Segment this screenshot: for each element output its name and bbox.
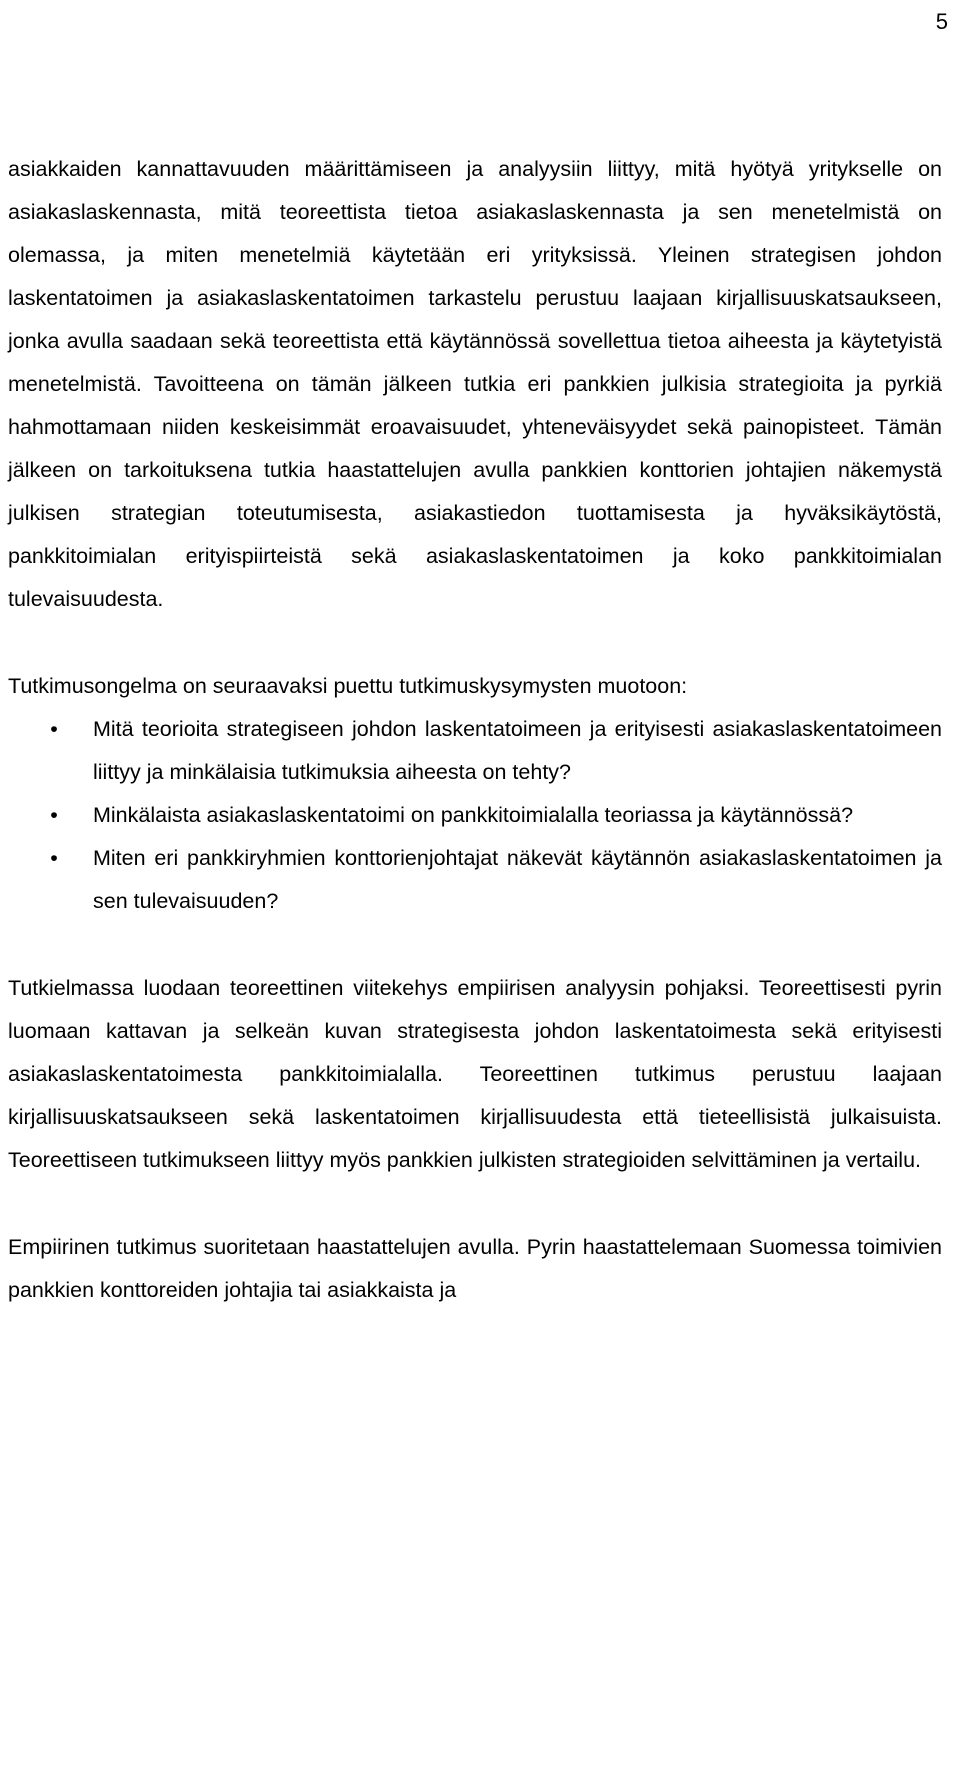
list-item [8,837,942,923]
paragraph-gap [8,621,942,665]
paragraph-gap [8,1182,942,1226]
paragraph-theory: Tutkielmassa luodaan teoreettinen viitekehys empiirisen analyysin pohjaksi. Teoreettisesti pyrin luomaan kattavan ja selkeän kuvan strategisesta johdon laskentatoimesta sekä erityisesti asiakaslaskentatoimesta pankkitoimialalla. Teoreettinen tutkimus perustuu laajaan kirjallisuuskatsaukseen sekä laskentatoimen kirjallisuudesta että tieteellisistä julkaisuista. Teoreettiseen tutkimukseen liittyy myös pankkien julkisten strategioiden selvittäminen ja vertailu. [8,976,942,1172]
bullet-icon: • [50,717,58,741]
list-item-text: Mitä teorioita strategiseen johdon laskentatoimeen ja erityisesti asiakaslaskentatoimeen liittyy ja minkälaisia tutkimuksia aiheesta on tehty? [93,717,942,784]
list-item [8,794,942,837]
paragraph-research-problem: Tutkimusongelma on seuraavaksi puettu tutkimuskysymysten muotoon: [8,674,688,698]
bullet-icon: • [50,803,58,827]
paragraph-empirical: Empiirinen tutkimus suoritetaan haastattelujen avulla. Pyrin haastattelemaan Suomessa toimivien pankkien konttoreiden johtajia tai asiakkaista ja [8,1235,942,1302]
list-item [8,708,942,794]
list-item-text: Miten eri pankkiryhmien konttorienjohtajat näkevät käytännön asiakaslaskentatoimen ja sen tulevaisuuden? [93,846,942,913]
document-body [8,148,942,1312]
bullet-icon: • [50,846,58,870]
page-number: 5 [935,9,948,34]
research-questions-list [8,708,942,923]
paragraph-intro: asiakkaiden kannattavuuden määrittämiseen ja analyysiin liittyy, mitä hyötyä yritykselle on asiakaslaskennasta, mitä teoreettista tietoa asiakaslaskennasta ja sen menetelmistä on olemassa, ja miten menetelmiä käytetään eri yrityksissä. Yleinen strategisen johdon laskentatoimen ja asiakaslaskentatoimen tarkastelu perustuu laajaan kirjallisuuskatsaukseen, jonka avulla saadaan sekä teoreettista että käytännössä sovellettua tietoa aiheesta ja käytetyistä menetelmistä. Tavoitteena on tämän jälkeen tutkia eri pankkien julkisia strategioita ja pyrkiä hahmottamaan niiden keskeisimmät eroavaisuudet, yhteneväisyydet sekä painopisteet. Tämän jälkeen on tarkoituksena tutkia haastattelujen avulla pankkien konttorien johtajien näkemystä julkisen strategian toteutumisesta, asiakastiedon tuottamisesta ja hyväksikäytöstä, pankkitoimialan erityispiirteistä sekä asiakaslaskentatoimen ja koko pankkitoimialan tulevaisuudesta. [8,157,942,611]
list-item-text: Minkälaista asiakaslaskentatoimi on pankkitoimialalla teoriassa ja käytännössä? [93,803,854,827]
paragraph-gap [8,923,942,967]
